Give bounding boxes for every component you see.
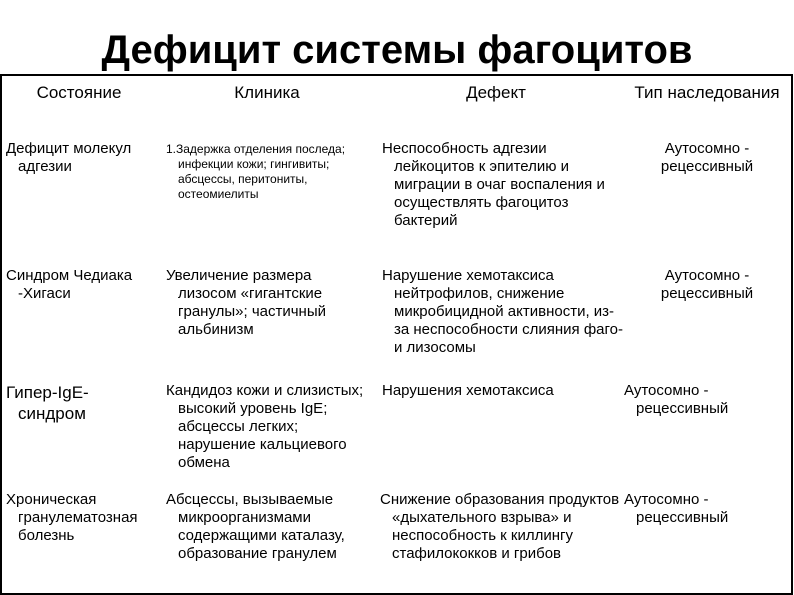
table-border-right bbox=[791, 74, 793, 595]
row2-defect: Нарушение хемотаксиса нейтрофилов, снижение микробицидной активности, из-за неспособности слияния фаго-и лизосомы bbox=[382, 267, 623, 356]
header-inheritance: Тип наследования bbox=[634, 83, 780, 102]
row4-defect: Снижение образования продуктов «дыхательного взрыва» и неспособность к киллингу стафилококков и грибов bbox=[380, 491, 620, 562]
row1-state: Дефицит молекул адгезии bbox=[6, 140, 132, 175]
page-title: Дефицит системы фагоцитов bbox=[101, 28, 693, 72]
row2-state: Синдром Чедиака -Хигаси bbox=[6, 267, 133, 302]
row2-clinic: Увеличение размера лизосом «гигантские гранулы»; частичный альбинизм bbox=[166, 267, 326, 338]
table-border-top bbox=[0, 74, 793, 76]
table-border-left bbox=[0, 74, 2, 595]
row4-clinic: Абсцессы, вызываемые микроорганизмами содержащими каталазу, образование гранулем bbox=[166, 491, 345, 562]
row1-defect: Неспособность адгезии лейкоцитов к эпителию и миграции в очаг воспаления и осуществлять фагоцитоз бактерий bbox=[382, 140, 605, 229]
row3-state: Гипер-IgE-синдром bbox=[6, 383, 89, 423]
row1-clinic: 1.Задержка отделения последа; инфекции кожи; гингивиты; абсцессы, перитониты, остеомиелиты bbox=[166, 142, 346, 201]
header-clinic: Клиника bbox=[234, 83, 300, 102]
row1-inheritance: Аутосомно - рецессивный bbox=[660, 140, 754, 175]
row4-inheritance: Аутосомно - рецессивный bbox=[624, 491, 729, 526]
row3-clinic: Кандидоз кожи и слизистых; высокий уровень IgE; абсцессы легких; нарушение кальциевого обмена bbox=[166, 382, 364, 471]
row3-inheritance: Аутосомно - рецессивный bbox=[624, 382, 729, 417]
row2-inheritance: Аутосомно - рецессивный bbox=[660, 267, 754, 302]
header-state: Состояние bbox=[36, 83, 122, 102]
row4-state: Хроническая гранулематозная болезнь bbox=[6, 491, 138, 544]
row3-defect: Нарушения хемотаксиса bbox=[382, 382, 554, 399]
header-defect: Дефект bbox=[466, 83, 526, 102]
